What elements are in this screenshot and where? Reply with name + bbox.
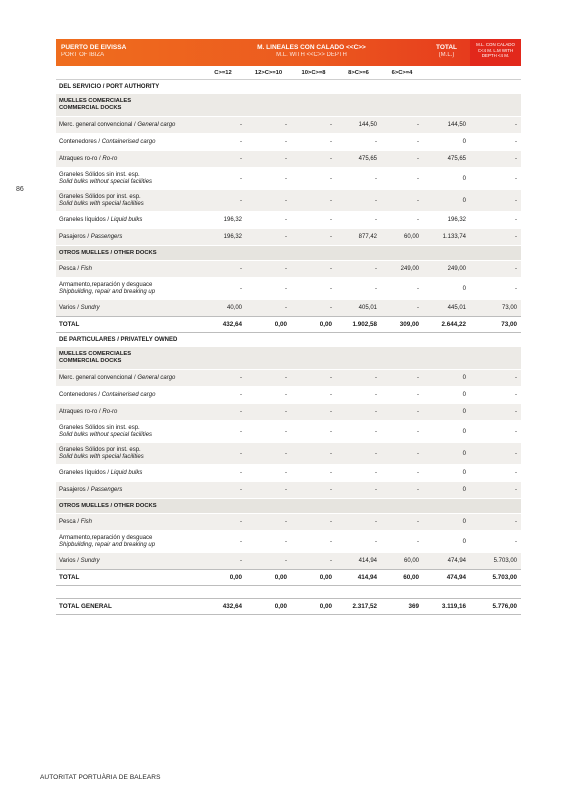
table-row xyxy=(56,482,521,499)
value-cell: - xyxy=(470,443,521,465)
value-cell: 2.644,22 xyxy=(423,317,470,333)
row-label-en: Containerised cargo xyxy=(101,391,156,398)
value-cell: 0 xyxy=(423,531,470,553)
value-cell: - xyxy=(200,134,246,151)
value-cell: 432,64 xyxy=(200,317,246,333)
value-cell: - xyxy=(336,134,381,151)
value-cell: - xyxy=(381,190,423,212)
value-cell: - xyxy=(291,514,336,531)
table-row xyxy=(56,404,521,421)
row-label-en: Shipbuilding, repair and breaking up xyxy=(59,288,156,295)
value-cell: - xyxy=(200,261,246,278)
value-cell: 0 xyxy=(423,370,470,387)
value-cell: 475,65 xyxy=(336,151,381,168)
value-cell: - xyxy=(336,212,381,229)
value-cell: 0,00 xyxy=(246,317,291,333)
value-cell: - xyxy=(246,421,291,443)
value-cell: 474,94 xyxy=(423,553,470,570)
value-cell: - xyxy=(336,514,381,531)
row-label-es: Pesca / xyxy=(59,518,81,525)
value-cell: - xyxy=(381,404,423,421)
section-heading xyxy=(56,333,521,347)
row-label-en: Ro-ro xyxy=(102,155,118,162)
table-row xyxy=(56,117,521,134)
value-cell: 309,00 xyxy=(381,317,423,333)
page-number: 86 xyxy=(16,186,24,193)
value-cell: - xyxy=(291,443,336,465)
value-cell: - xyxy=(200,531,246,553)
header-port-es: PUERTO DE EIVISSA xyxy=(61,44,127,51)
row-label-es: Merc. general convencional / xyxy=(59,121,138,128)
row-label-es: Atraques ro-ro / xyxy=(59,408,103,415)
value-cell: 5.703,00 xyxy=(470,570,521,586)
row-label xyxy=(56,300,200,317)
value-cell: - xyxy=(200,168,246,190)
value-cell: - xyxy=(470,151,521,168)
row-label-en: Solid bulks without special facilities xyxy=(59,431,153,438)
column-header: 12>C>=10 xyxy=(254,69,283,76)
header-total xyxy=(423,39,470,66)
value-cell: 249,00 xyxy=(423,261,470,278)
value-cell: - xyxy=(200,370,246,387)
value-cell: - xyxy=(470,482,521,499)
row-label-en: Shipbuilding, repair and breaking up xyxy=(59,541,156,548)
row-label xyxy=(56,190,200,212)
row-label-en: Solid bulks without special facilities xyxy=(59,178,153,185)
value-cell: - xyxy=(381,514,423,531)
table-row xyxy=(56,212,521,229)
value-cell: 2.317,52 xyxy=(336,599,381,615)
column-header-blank xyxy=(470,66,521,80)
row-label-en: Fish xyxy=(80,518,93,525)
value-cell: 475,65 xyxy=(423,151,470,168)
value-cell: - xyxy=(381,212,423,229)
group-heading-label: OTROS MUELLES / OTHER DOCKS xyxy=(56,246,521,261)
value-cell: - xyxy=(291,553,336,570)
value-cell: - xyxy=(381,370,423,387)
value-cell: - xyxy=(291,134,336,151)
value-cell: 0 xyxy=(423,404,470,421)
column-header: 10>C>=8 xyxy=(301,69,326,76)
table-row xyxy=(56,300,521,317)
row-label xyxy=(56,229,200,246)
row-label-es: Pasajeros / xyxy=(59,486,91,493)
value-cell: 0 xyxy=(423,482,470,499)
spacer-row xyxy=(56,586,521,599)
value-cell: 0,00 xyxy=(291,570,336,586)
header-shallow-l1: M.L. CON CALADO xyxy=(476,42,515,47)
value-cell: - xyxy=(291,151,336,168)
value-cell: 0 xyxy=(423,278,470,300)
row-label xyxy=(56,404,200,421)
value-cell: - xyxy=(381,387,423,404)
row-label xyxy=(56,117,200,134)
value-cell: - xyxy=(336,261,381,278)
column-header: C>=12 xyxy=(214,69,232,76)
row-label-es: Graneles Sólidos sin inst. esp. xyxy=(59,424,140,431)
value-cell: - xyxy=(200,151,246,168)
value-cell: 432,64 xyxy=(200,599,246,615)
header-total-en: (M.L.) xyxy=(438,52,455,58)
section-heading xyxy=(56,80,521,94)
value-cell: - xyxy=(381,168,423,190)
table-row xyxy=(56,370,521,387)
value-cell: - xyxy=(470,404,521,421)
table-row xyxy=(56,465,521,482)
row-label-en: Sundry xyxy=(80,557,100,564)
group-heading-en: COMMERCIAL DOCKS xyxy=(59,105,122,111)
value-cell: - xyxy=(200,404,246,421)
value-cell: - xyxy=(291,261,336,278)
value-cell: 196,32 xyxy=(423,212,470,229)
value-cell: - xyxy=(200,482,246,499)
value-cell: - xyxy=(200,465,246,482)
value-cell: 144,50 xyxy=(336,117,381,134)
value-cell: - xyxy=(381,278,423,300)
value-cell: 0 xyxy=(423,443,470,465)
value-cell: 0 xyxy=(423,387,470,404)
footer: AUTORITAT PORTUÀRIA DE BALEARS xyxy=(40,774,161,781)
row-label xyxy=(56,553,200,570)
column-header: 8>C>=6 xyxy=(348,69,369,76)
value-cell: 405,01 xyxy=(336,300,381,317)
value-cell: - xyxy=(470,421,521,443)
value-cell: 0 xyxy=(423,190,470,212)
column-header: 6>C>=4 xyxy=(391,69,413,76)
value-cell: - xyxy=(381,482,423,499)
value-cell: - xyxy=(336,465,381,482)
value-cell: - xyxy=(470,278,521,300)
row-label xyxy=(56,514,200,531)
value-cell: - xyxy=(291,404,336,421)
value-cell: - xyxy=(336,168,381,190)
table-row xyxy=(56,134,521,151)
value-cell: 414,94 xyxy=(336,570,381,586)
row-label-es: Pesca / xyxy=(59,265,81,272)
value-cell: - xyxy=(246,151,291,168)
value-cell: 0,00 xyxy=(291,317,336,333)
header-shallow-depth xyxy=(470,39,521,66)
column-header-blank xyxy=(423,66,470,80)
header-shallow-l2: C<4 M. L.M WITH xyxy=(477,47,514,53)
value-cell: 0 xyxy=(423,514,470,531)
total-row xyxy=(56,570,521,586)
table-row xyxy=(56,387,521,404)
group-heading-es: MUELLES COMERCIALES xyxy=(59,98,132,104)
value-cell: - xyxy=(291,531,336,553)
header-linear-meters xyxy=(200,39,423,66)
row-label xyxy=(56,134,200,151)
header-linear-en: M.L. WITH <<C>> DEPTH xyxy=(276,52,347,58)
total-label: TOTAL xyxy=(56,317,200,333)
value-cell: 0,00 xyxy=(246,599,291,615)
value-cell: - xyxy=(470,261,521,278)
value-cell: - xyxy=(246,531,291,553)
value-cell: - xyxy=(291,190,336,212)
value-cell: - xyxy=(470,168,521,190)
row-label xyxy=(56,443,200,465)
value-cell: - xyxy=(291,482,336,499)
row-label xyxy=(56,212,200,229)
value-cell: 0,00 xyxy=(200,570,246,586)
row-label xyxy=(56,387,200,404)
value-cell: 196,32 xyxy=(200,229,246,246)
value-cell: 73,00 xyxy=(470,317,521,333)
row-label-es: Graneles líquidos / xyxy=(59,216,111,223)
table-row xyxy=(56,553,521,570)
group-heading-label xyxy=(56,347,521,370)
row-label xyxy=(56,421,200,443)
value-cell: 5.776,00 xyxy=(470,599,521,615)
value-cell: 249,00 xyxy=(381,261,423,278)
value-cell: - xyxy=(200,278,246,300)
value-cell: - xyxy=(381,117,423,134)
table-row xyxy=(56,443,521,465)
spacer-cell xyxy=(56,586,521,599)
value-cell: - xyxy=(291,370,336,387)
value-cell: 0,00 xyxy=(246,570,291,586)
row-label xyxy=(56,278,200,300)
row-label-en: Passengers xyxy=(90,233,123,240)
value-cell: 1.133,74 xyxy=(423,229,470,246)
value-cell: - xyxy=(470,370,521,387)
row-label-es: Graneles Sólidos por inst. esp. xyxy=(59,446,141,453)
group-heading xyxy=(56,246,521,261)
row-label xyxy=(56,261,200,278)
value-cell: - xyxy=(470,134,521,151)
row-label-es: Merc. general convencional / xyxy=(59,374,138,381)
value-cell: - xyxy=(246,190,291,212)
value-cell: - xyxy=(246,514,291,531)
row-label-en: Liquid bulks xyxy=(110,469,143,476)
value-cell: - xyxy=(246,229,291,246)
row-label-es: Graneles líquidos / xyxy=(59,469,111,476)
value-cell: - xyxy=(291,421,336,443)
row-label xyxy=(56,482,200,499)
row-label-en: Fish xyxy=(80,265,93,272)
table-row xyxy=(56,278,521,300)
value-cell: - xyxy=(246,465,291,482)
value-cell: 414,94 xyxy=(336,553,381,570)
value-cell: - xyxy=(336,387,381,404)
group-heading xyxy=(56,499,521,514)
row-label-en: Liquid bulks xyxy=(110,216,143,223)
value-cell: 60,00 xyxy=(381,570,423,586)
value-cell: - xyxy=(200,190,246,212)
value-cell: - xyxy=(470,117,521,134)
value-cell: - xyxy=(200,387,246,404)
value-cell: 144,50 xyxy=(423,117,470,134)
value-cell: - xyxy=(470,514,521,531)
value-cell: 877,42 xyxy=(336,229,381,246)
value-cell: - xyxy=(470,212,521,229)
value-cell: - xyxy=(200,553,246,570)
table-row xyxy=(56,421,521,443)
row-label-es: Graneles Sólidos sin inst. esp. xyxy=(59,171,140,178)
value-cell: - xyxy=(336,443,381,465)
value-cell: - xyxy=(246,168,291,190)
value-cell: - xyxy=(381,443,423,465)
value-cell: - xyxy=(200,421,246,443)
value-cell: - xyxy=(470,465,521,482)
row-label-es: Graneles Sólidos por inst. esp. xyxy=(59,193,141,200)
row-label-es: Contenedores / xyxy=(59,138,102,145)
header-total-es: TOTAL xyxy=(435,44,458,51)
value-cell: - xyxy=(291,465,336,482)
row-label-en: Solid bulks with special facilities xyxy=(59,453,144,460)
value-cell: 0 xyxy=(423,421,470,443)
group-heading xyxy=(56,347,521,370)
total-label: TOTAL xyxy=(56,570,200,586)
grand-total-row xyxy=(56,599,521,615)
value-cell: 445,01 xyxy=(423,300,470,317)
row-label-es: Armamento,reparación y desguace xyxy=(59,281,153,288)
table-row xyxy=(56,261,521,278)
header-port xyxy=(56,39,200,66)
row-label-es: Contenedores / xyxy=(59,391,102,398)
value-cell: 60,00 xyxy=(381,553,423,570)
value-cell: - xyxy=(291,229,336,246)
value-cell: - xyxy=(336,482,381,499)
value-cell: 196,32 xyxy=(200,212,246,229)
table-row xyxy=(56,168,521,190)
header-linear-es: M. LINEALES CON CALADO <<C>> xyxy=(257,44,366,51)
value-cell: - xyxy=(246,553,291,570)
value-cell: 474,94 xyxy=(423,570,470,586)
row-label-es: Varios / xyxy=(59,304,81,311)
row-label-en: General cargo xyxy=(137,121,176,128)
header-port-en: PORT OF IBIZA xyxy=(61,52,105,58)
group-heading-es: MUELLES COMERCIALES xyxy=(59,351,132,357)
value-cell: - xyxy=(246,300,291,317)
value-cell: - xyxy=(470,531,521,553)
value-cell: - xyxy=(246,278,291,300)
value-cell: - xyxy=(381,465,423,482)
value-cell: - xyxy=(336,370,381,387)
value-cell: - xyxy=(246,370,291,387)
group-heading xyxy=(56,94,521,117)
value-cell: - xyxy=(336,404,381,421)
value-cell: - xyxy=(200,514,246,531)
value-cell: - xyxy=(291,300,336,317)
table-row xyxy=(56,531,521,553)
value-cell: 1.902,58 xyxy=(336,317,381,333)
value-cell: - xyxy=(246,134,291,151)
value-cell: - xyxy=(291,212,336,229)
group-heading-en: COMMERCIAL DOCKS xyxy=(59,358,122,364)
value-cell: - xyxy=(470,229,521,246)
value-cell: - xyxy=(381,421,423,443)
row-label-en: Solid bulks with special facilities xyxy=(59,200,144,207)
value-cell: - xyxy=(336,278,381,300)
table-row xyxy=(56,151,521,168)
row-label-es: Pasajeros / xyxy=(59,233,91,240)
table-header xyxy=(56,39,521,66)
group-heading-label xyxy=(56,94,521,117)
value-cell: - xyxy=(291,117,336,134)
value-cell: 0 xyxy=(423,465,470,482)
value-cell: 0 xyxy=(423,134,470,151)
grand-total-label: TOTAL GENERAL xyxy=(56,599,200,615)
value-cell: - xyxy=(246,443,291,465)
value-cell: 0 xyxy=(423,168,470,190)
row-label-en: Sundry xyxy=(80,304,100,311)
value-cell: 5.703,00 xyxy=(470,553,521,570)
value-cell: - xyxy=(470,387,521,404)
value-cell: - xyxy=(381,151,423,168)
row-label xyxy=(56,151,200,168)
row-label-en: Ro-ro xyxy=(102,408,118,415)
row-label xyxy=(56,531,200,553)
value-cell: - xyxy=(246,117,291,134)
value-cell: 60,00 xyxy=(381,229,423,246)
column-header-blank xyxy=(56,66,200,80)
value-cell: - xyxy=(291,278,336,300)
value-cell: - xyxy=(381,134,423,151)
value-cell: - xyxy=(291,387,336,404)
value-cell: - xyxy=(200,117,246,134)
total-row xyxy=(56,317,521,333)
value-cell: - xyxy=(381,300,423,317)
row-label-en: Passengers xyxy=(90,486,123,493)
header-shallow-l3: DEPTH <4 M. xyxy=(481,53,510,59)
group-heading-label: OTROS MUELLES / OTHER DOCKS xyxy=(56,499,521,514)
value-cell: - xyxy=(336,190,381,212)
row-label-es: Atraques ro-ro / xyxy=(59,155,103,162)
value-cell: 73,00 xyxy=(470,300,521,317)
value-cell: - xyxy=(246,387,291,404)
value-cell: - xyxy=(246,404,291,421)
value-cell: 0,00 xyxy=(291,599,336,615)
value-cell: - xyxy=(336,421,381,443)
row-label-en: Containerised cargo xyxy=(101,138,156,145)
row-label-es: Armamento,reparación y desguace xyxy=(59,534,153,541)
value-cell: - xyxy=(336,531,381,553)
value-cell: 3.119,16 xyxy=(423,599,470,615)
row-label-es: Varios / xyxy=(59,557,81,564)
row-label-en: General cargo xyxy=(137,374,176,381)
table-row xyxy=(56,229,521,246)
section-title: DE PARTICULARES / PRIVATELY OWNED xyxy=(56,333,521,347)
value-cell: - xyxy=(381,531,423,553)
row-label xyxy=(56,370,200,387)
table-row xyxy=(56,190,521,212)
value-cell: - xyxy=(470,190,521,212)
value-cell: 40,00 xyxy=(200,300,246,317)
value-cell: - xyxy=(246,482,291,499)
value-cell: - xyxy=(291,168,336,190)
value-cell: - xyxy=(200,443,246,465)
table-row xyxy=(56,514,521,531)
row-label xyxy=(56,465,200,482)
value-cell: 369 xyxy=(381,599,423,615)
berth-length-table xyxy=(56,66,521,615)
row-label xyxy=(56,168,200,190)
column-headers xyxy=(56,66,521,80)
value-cell: - xyxy=(246,261,291,278)
value-cell: - xyxy=(246,212,291,229)
section-title: DEL SERVICIO / PORT AUTHORITY xyxy=(56,80,521,94)
